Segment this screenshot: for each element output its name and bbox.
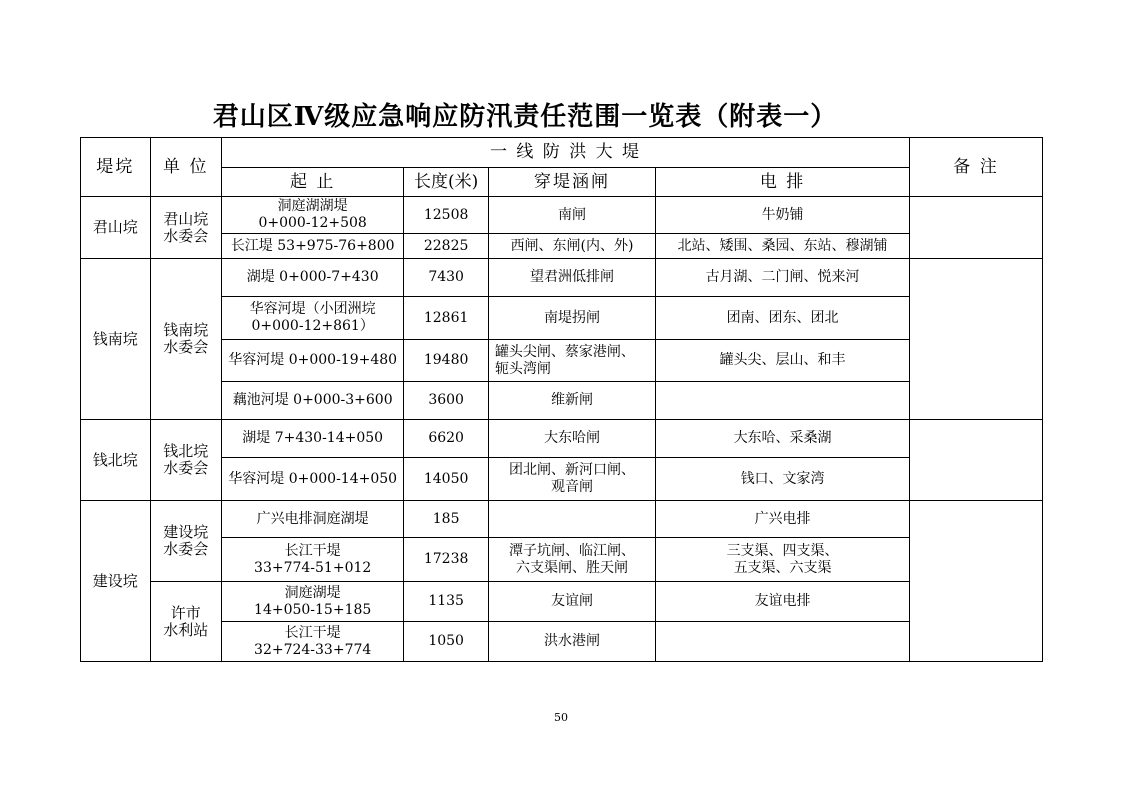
unit-cell: 钱北垸 水委会	[150, 420, 222, 501]
length-cell: 7430	[404, 259, 489, 297]
unit-cell: 君山垸 水委会	[150, 197, 222, 259]
remarks-cell	[910, 197, 1043, 259]
table-row	[81, 340, 1043, 382]
length-cell: 14050	[404, 458, 489, 501]
length-cell: 185	[404, 501, 489, 538]
length-cell: 19480	[404, 340, 489, 382]
dike-cell: 建设垸	[81, 501, 151, 662]
range-cell: 长江干堤 32+724-33+774	[222, 622, 404, 662]
table-row	[81, 234, 1043, 259]
length-cell: 12508	[404, 197, 489, 234]
unit-cell: 钱南垸 水委会	[150, 259, 222, 420]
pump-cell: 广兴电排	[656, 501, 910, 538]
length-cell: 22825	[404, 234, 489, 259]
flood-responsibility-table	[80, 137, 1043, 662]
range-cell: 洞庭湖湖堤 0+000-12+508	[222, 197, 404, 234]
remarks-cell	[910, 259, 1043, 420]
pump-cell	[656, 382, 910, 420]
culvert-cell: 维新闸	[488, 382, 655, 420]
table-row	[81, 501, 1043, 538]
header-range: 起 止	[222, 168, 404, 197]
remarks-cell	[910, 501, 1043, 662]
dike-cell: 钱北垸	[81, 420, 151, 501]
length-cell: 12861	[404, 297, 489, 340]
header-pump: 电 排	[656, 168, 910, 197]
unit-cell: 许市 水利站	[150, 582, 222, 662]
table-row	[81, 420, 1043, 458]
pump-cell: 团南、团东、团北	[656, 297, 910, 340]
table-body	[81, 197, 1043, 662]
header-length: 长度(米)	[404, 168, 489, 197]
length-cell: 1135	[404, 582, 489, 622]
range-cell: 华容河堤 0+000-19+480	[222, 340, 404, 382]
table-row	[81, 458, 1043, 501]
length-cell: 1050	[404, 622, 489, 662]
range-cell: 湖堤 0+000-7+430	[222, 259, 404, 297]
culvert-cell: 南闸	[488, 197, 655, 234]
unit-cell: 建设垸 水委会	[150, 501, 222, 582]
pump-cell: 牛奶铺	[656, 197, 910, 234]
table-row	[81, 259, 1043, 297]
culvert-cell: 南堤拐闸	[488, 297, 655, 340]
table-row	[81, 297, 1043, 340]
range-cell: 长江堤 53+975-76+800	[222, 234, 404, 259]
culvert-cell: 望君洲低排闸	[488, 259, 655, 297]
header-dike: 堤垸	[81, 138, 151, 197]
culvert-cell: 罐头尖闸、蔡家港闸、 轭头湾闸	[488, 340, 655, 382]
pump-cell: 罐头尖、层山、和丰	[656, 340, 910, 382]
header-unit: 单 位	[150, 138, 222, 197]
pump-cell: 钱口、文家湾	[656, 458, 910, 501]
header-group: 一 线 防 洪 大 堤	[222, 138, 910, 168]
culvert-cell	[488, 501, 655, 538]
table-row	[81, 538, 1043, 582]
culvert-cell: 团北闸、新河口闸、 观音闸	[488, 458, 655, 501]
culvert-cell: 西闸、东闸(内、外)	[488, 234, 655, 259]
culvert-cell: 友谊闸	[488, 582, 655, 622]
length-cell: 6620	[404, 420, 489, 458]
dike-cell: 君山垸	[81, 197, 151, 259]
pump-cell: 古月湖、二门闸、悦来河	[656, 259, 910, 297]
culvert-cell: 大东哈闸	[488, 420, 655, 458]
pump-cell: 友谊电排	[656, 582, 910, 622]
remarks-cell	[910, 420, 1043, 501]
table-row	[81, 197, 1043, 234]
range-cell: 洞庭湖堤 14+050-15+185	[222, 582, 404, 622]
pump-cell: 大东哈、采桑湖	[656, 420, 910, 458]
range-cell: 华容河堤 0+000-14+050	[222, 458, 404, 501]
pump-cell: 三支渠、四支渠、 五支渠、六支渠	[656, 538, 910, 582]
dike-cell: 钱南垸	[81, 259, 151, 420]
header-culvert: 穿堤涵闸	[488, 168, 655, 197]
pump-cell: 北站、矮围、桑园、东站、穆湖铺	[656, 234, 910, 259]
page-number: 50	[554, 711, 568, 724]
table-row	[81, 582, 1043, 622]
page-title: 君山区Ⅳ级应急响应防汛责任范围一览表（附表一）	[212, 102, 838, 132]
table-row	[81, 622, 1043, 662]
range-cell: 藕池河堤 0+000-3+600	[222, 382, 404, 420]
culvert-cell: 潭子坑闸、临江闸、 六支渠闸、胜天闸	[488, 538, 655, 582]
length-cell: 3600	[404, 382, 489, 420]
header-remarks: 备 注	[910, 138, 1043, 197]
length-cell: 17238	[404, 538, 489, 582]
culvert-cell: 洪水港闸	[488, 622, 655, 662]
table-row	[81, 382, 1043, 420]
range-cell: 长江干堤 33+774-51+012	[222, 538, 404, 582]
range-cell: 华容河堤（小团洲垸 0+000-12+861）	[222, 297, 404, 340]
pump-cell	[656, 622, 910, 662]
range-cell: 湖堤 7+430-14+050	[222, 420, 404, 458]
range-cell: 广兴电排洞庭湖堤	[222, 501, 404, 538]
